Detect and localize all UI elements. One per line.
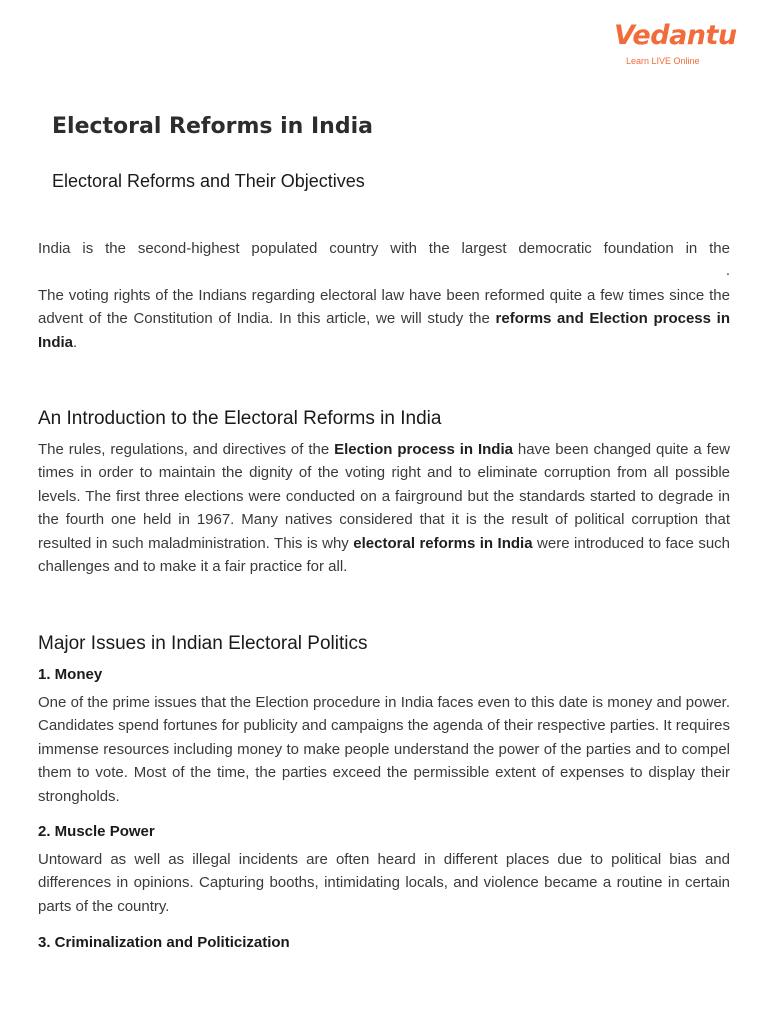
logo-wordmark: Vedantu (614, 20, 737, 51)
issue-heading-muscle-power: 2. Muscle Power (38, 823, 155, 840)
intro-text-b: . (73, 333, 78, 351)
logo-tagline: Learn LIVE Online (626, 56, 700, 66)
subtitle-heading: Electoral Reforms and Their Objectives (52, 171, 365, 191)
vedantu-logo (614, 20, 737, 72)
intro-line-end: . (725, 262, 730, 279)
intro-text-a: The voting rights of the Indians regarding electoral law have been reformed quite a few times since the advent of the Constitution of India. In this article, we will study the (38, 287, 730, 328)
section-heading-major-issues: Major Issues in Indian Electoral Politics (38, 633, 368, 654)
introduction-paragraph (38, 438, 730, 578)
section-heading-introduction: An Introduction to the Electoral Reforms in India (38, 408, 442, 429)
intro-paragraph (38, 284, 730, 354)
issue-paragraph-money: One of the prime issues that the Election procedure in India faces even to this date is money and power. Candidates spend fortunes for publicity and campaigns the agenda of their respective parties. It requires immense resources including money to make people understand the power of the parties and to compel them to vote. Most of the time, the parties exceed the permissible extent of expenses to display their strongholds. (38, 694, 730, 805)
page-title: Electoral Reforms in India (52, 114, 373, 139)
section1-text-b: have been changed quite a few times in order to maintain the dignity of the voting right and to eliminate corruption from all possible levels. The first three elections were conducted on a fairground but the standards started to degrade in the fourth one held in 1967. Many natives considered that it is the result of political corruption that resulted in such maladministration. This is why (38, 441, 730, 552)
section1-text-a: The rules, regulations, and directives of the (38, 441, 335, 458)
issue-heading-money: 1. Money (38, 666, 103, 683)
issue-paragraph-muscle-power: Untoward as well as illegal incidents are often heard in different places due to political bias and differences in opinions. Capturing booths, intimidating locals, and violence became a routine in certain parts of the country. (38, 851, 730, 915)
intro-line: India is the second-highest populated country with the largest democratic foundation in the (38, 240, 730, 257)
section1-bold-2: electoral reforms in India (353, 534, 533, 552)
section1-bold-1: Election process in India (334, 441, 513, 458)
intro-bold: reforms and Election process in India (38, 310, 730, 351)
section1-text-c: were introduced to face such challenges and to make it a fair practice for all. (38, 534, 731, 576)
issue-heading-criminalization: 3. Criminalization and Politicization (38, 934, 290, 951)
